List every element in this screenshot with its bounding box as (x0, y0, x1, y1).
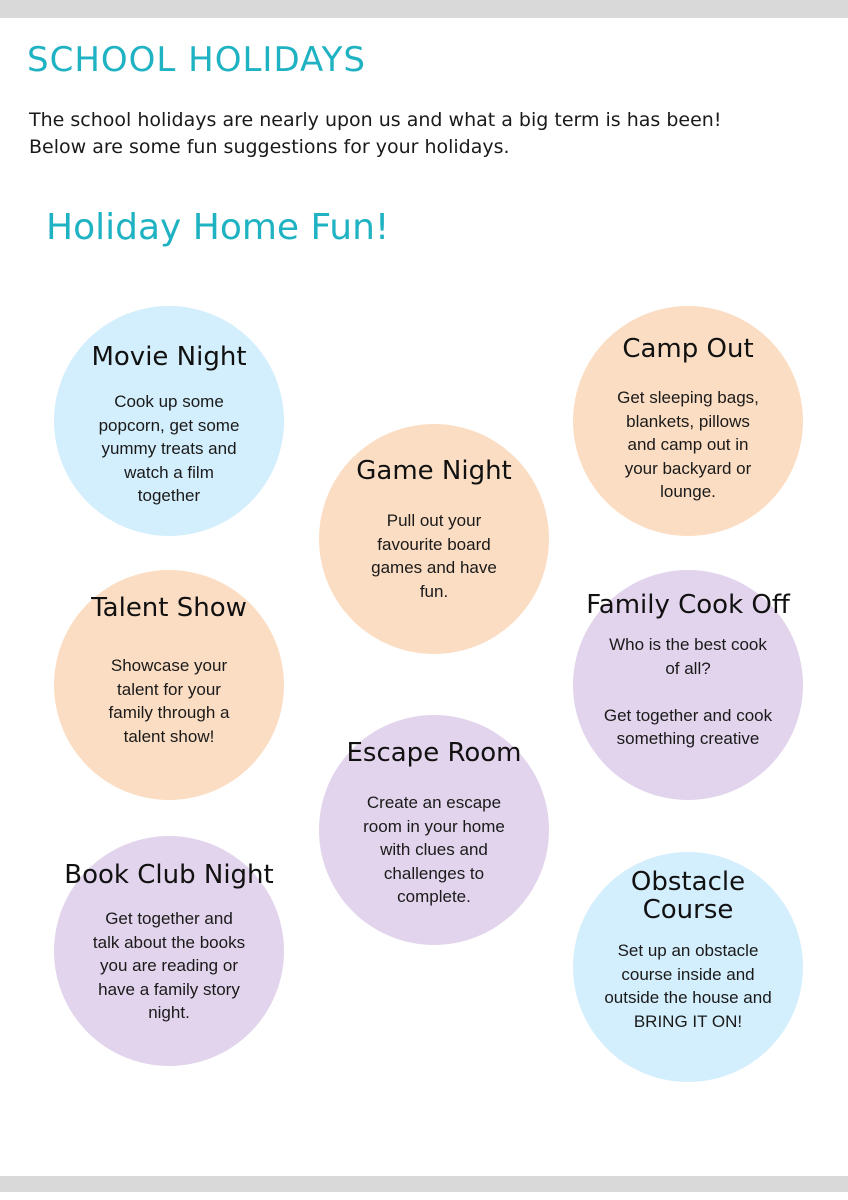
description-line: Who is the best cook (609, 635, 767, 654)
description-line: outside the house and (604, 988, 772, 1007)
description-line: talent for your (117, 679, 221, 699)
description-line: talk about the books (92, 932, 246, 952)
activity-card-book-club-night (54, 836, 284, 1066)
activity-description (64, 654, 274, 748)
description-line: family through a (108, 703, 230, 722)
description-line: course inside and (621, 964, 755, 984)
description-line: and camp out in (627, 435, 749, 454)
activity-title: Book Club Night (64, 860, 274, 890)
activity-description (583, 386, 793, 504)
description-line: with clues and (380, 840, 488, 859)
description-line: yummy treats and (101, 439, 237, 458)
description-line: Pull out your (386, 511, 482, 530)
description-line: favourite board (377, 534, 491, 554)
description-line: something creative (616, 729, 760, 748)
description-line: Get sleeping bags, (617, 388, 759, 407)
description-line: of all? (665, 658, 711, 678)
activity-title: Escape Room (346, 738, 522, 768)
description-line: complete. (397, 887, 471, 906)
activity-title: Talent Show (91, 593, 247, 623)
description-line: Get together and (105, 909, 233, 928)
description-line: Get together and cook (603, 705, 773, 725)
title-line: Obstacle (630, 867, 746, 897)
description-line: challenges to (383, 863, 485, 883)
description-line: Cook up some (114, 392, 224, 411)
description-line (583, 680, 793, 704)
description-line: fun. (419, 581, 449, 601)
activity-title (533, 868, 843, 924)
activity-card-camp-out (573, 306, 803, 536)
activity-description (583, 939, 793, 1033)
activity-title: Movie Night (91, 342, 247, 372)
description-line: blankets, pillows (626, 411, 750, 431)
intro-line: Below are some fun suggestions for your holidays. (29, 136, 510, 158)
activity-card-talent-show (54, 570, 284, 800)
activity-title: Camp Out (622, 334, 754, 364)
activity-title: Family Cook Off (586, 590, 790, 620)
description-line: Showcase your (110, 656, 228, 675)
title-line: Course (642, 895, 734, 925)
activity-description (583, 633, 793, 751)
description-line: have a family story (98, 979, 240, 999)
activity-card-game-night (319, 424, 549, 654)
description-line: night. (148, 1003, 190, 1022)
description-line: popcorn, get some (98, 415, 240, 435)
activity-card-movie-night (54, 306, 284, 536)
description-line: watch a film (124, 462, 214, 482)
activity-title: Game Night (356, 456, 512, 486)
description-line: room in your home (363, 816, 505, 836)
bottom-border-bar (0, 1176, 848, 1192)
description-line: Create an escape (366, 793, 502, 812)
description-line: lounge. (660, 482, 716, 501)
description-line: together (137, 486, 201, 505)
description-line: BRING IT ON! (633, 1011, 743, 1031)
description-line: you are reading or (100, 956, 238, 975)
activity-card-escape-room (319, 715, 549, 945)
activity-card-family-cook-off (573, 570, 803, 800)
top-border-bar (0, 0, 848, 18)
activity-description (64, 390, 274, 508)
description-line: games and have (371, 558, 497, 577)
description-line: your backyard or (624, 458, 752, 478)
intro-paragraph (29, 107, 829, 161)
activity-card-obstacle-course (573, 852, 803, 1082)
section-title: Holiday Home Fun! (46, 207, 390, 248)
description-line: talent show! (123, 726, 215, 746)
activity-description (64, 907, 274, 1025)
activity-description (329, 509, 539, 603)
page-title: SCHOOL HOLIDAYS (27, 40, 367, 80)
description-line: Set up an obstacle (617, 941, 759, 960)
intro-line: The school holidays are nearly upon us and what a big term is has been! (29, 109, 722, 131)
activity-description (329, 791, 539, 909)
